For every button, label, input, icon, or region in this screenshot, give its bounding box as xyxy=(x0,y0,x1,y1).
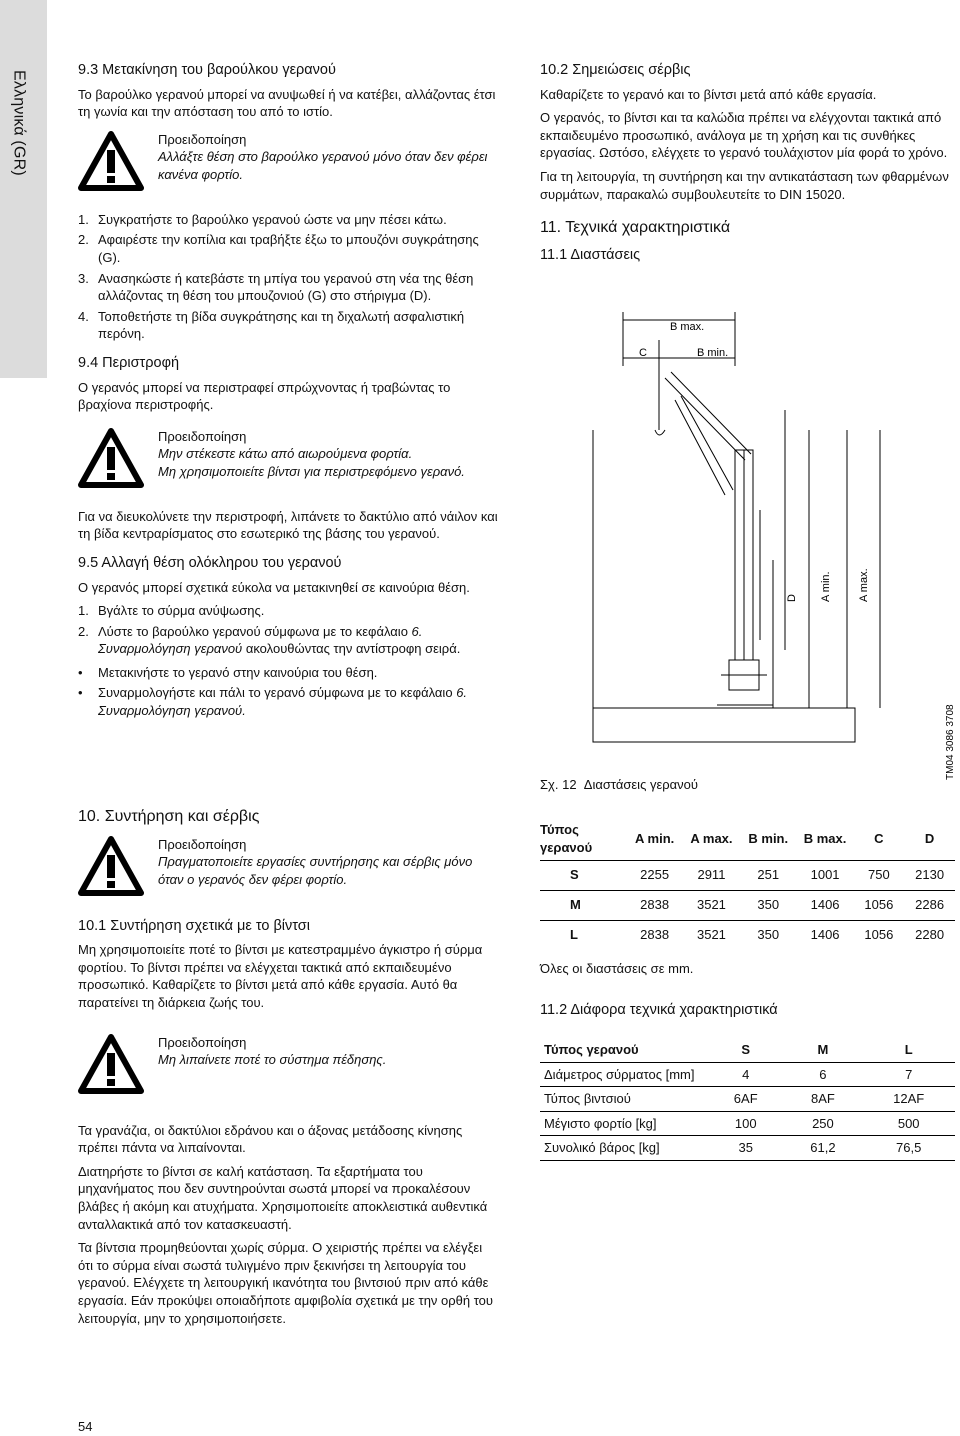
column-header: A max. xyxy=(690,830,733,846)
warning-block xyxy=(78,1034,498,1104)
column-header: M xyxy=(817,1042,829,1057)
warning-text: Μην στέκεστε κάτω από αιωρούμενα φορτία. xyxy=(158,446,413,462)
column-header: Τύπος γερανού xyxy=(544,1042,639,1057)
dimensions-table xyxy=(540,818,955,950)
crane-dimensions-figure xyxy=(535,310,960,800)
warning-block xyxy=(78,131,498,201)
section-9-4-after: Για να διευκολύνετε την περιστροφή, λιπάνετε το δακτύλιο από νάιλον και τη βίδα κεντραρίσματος στο εσωτερικό της βάσης του γερανού. xyxy=(78,508,498,542)
section-10-1-p2: Τα γρανάζια, οι δακτύλιοι εδράνου και ο άξονας μετάδοσης κίνησης πρέπει πάντα να λιπαίνονται. xyxy=(78,1122,463,1156)
section-9-5-title: 9.5 Αλλαγή θέση ολόκληρου του γερανού xyxy=(78,554,342,571)
list-item: 2. Αφαιρέστε την κοπίλια και τραβήξτε έξω το μπουζόνι συγκράτησης (G). xyxy=(78,232,479,265)
column-header: S xyxy=(741,1042,751,1057)
section-10-1-title: 10.1 Συντήρηση σχετικά με το βίντσι xyxy=(78,917,310,934)
warning-icon xyxy=(78,836,144,896)
section-10-title: 10. Συντήρηση και σέρβις xyxy=(78,808,260,825)
warning-text: Μη λιπαίνετε ποτέ το σύστημα πέδησης. xyxy=(158,1052,387,1068)
warning-title: Προειδοποίηση xyxy=(158,836,247,852)
warning-title: Προειδοποίηση xyxy=(158,131,247,147)
language-label: Ελληνικά (GR) xyxy=(10,70,28,176)
list-item: 1. Βγάλτε το σύρμα ανύψωσης. xyxy=(78,603,265,619)
right-column xyxy=(540,62,960,270)
section-10-2-p3: Για τη λειτουργία, τη συντήρηση και την αντικατάσταση των φθαρμένων συρμάτων, παρακαλώ συμβουλευτείτε το DIN 15020. xyxy=(540,168,949,202)
column-header: L xyxy=(904,1042,913,1057)
section-9-4-title: 9.4 Περιστροφή xyxy=(78,354,180,371)
warning-icon xyxy=(78,428,144,488)
section-9-4-intro: Ο γερανός μπορεί να περιστραφεί σπρώχνοντας ή τραβώντας το βραχίονα περιστροφής. xyxy=(78,379,451,413)
label-b-max: B max. xyxy=(670,321,705,333)
warning-icon xyxy=(78,1034,144,1094)
section-9-5-intro: Ο γερανός μπορεί σχετικά εύκολα να μετακινηθεί σε καινούρια θέση. xyxy=(78,579,470,595)
table-header-row xyxy=(540,1038,955,1062)
bullet-list xyxy=(78,664,498,720)
list-item: 3. Ανασηκώστε ή κατεβάστε τη μπίγα του γερανού στη νέα της θέση αλλάζοντας τη θέση του μπουζονιού (G) στο στήριγμα (D). xyxy=(78,270,474,304)
column-header: B min. xyxy=(748,830,789,846)
section-9-3-intro: Το βαρούλκο γερανού μπορεί να ανυψωθεί ή να κατέβει, αλλάζοντας έτσι τη γωνία και την απόσταση του από το ιστίο. xyxy=(78,86,496,120)
section-11-1-title: 11.1 Διαστάσεις xyxy=(540,246,641,263)
warning-block xyxy=(78,836,498,906)
step-list xyxy=(78,602,498,658)
figure-code: TM04 3086 3708 xyxy=(945,704,956,780)
section-9-3-title: 9.3 Μετακίνηση του βαρούλκου γερανού xyxy=(78,62,336,78)
label-d: D xyxy=(786,594,798,602)
label-a-min: A min. xyxy=(820,571,832,602)
column-header: A min. xyxy=(635,830,675,846)
dimensions-note: Όλες οι διαστάσεις σε mm. xyxy=(540,961,694,976)
table-row: L 2838 3521 350 1406 1056 2280 xyxy=(570,927,945,943)
warning-title: Προειδοποίηση xyxy=(158,1034,247,1050)
step-list xyxy=(78,211,498,343)
section-10-1-p4: Τα βίντσια προμηθεύονται χωρίς σύρμα. Ο χειριστής πρέπει να ελέγξει ότι το σύρμα είναι σωστά τυλιγμένο πριν ξεκινήσει τη λειτουργία του γερανού. Ελέγχετε τη λειτουργική ικανότητα του βιντσιού πριν από κάθε εργασία. Εάν προκύψει οποιαδήποτε αμφιβολία σχετικά με την ορθή του λειτουργία, μην το χρησιμοποιήσετε. xyxy=(78,1240,494,1326)
list-item: 1. Συγκρατήστε το βαρούλκο γερανού ώστε να μην πέσει κάτω. xyxy=(78,211,447,227)
left-column-lower xyxy=(78,808,498,1333)
figure-caption: Σχ. 12 Διαστάσεις γερανού xyxy=(540,777,698,792)
table-header-row xyxy=(540,818,955,860)
warning-block xyxy=(78,428,498,498)
list-item: • Μετακινήστε το γερανό στην καινούρια του θέση. xyxy=(78,664,378,680)
section-10-2-p1: Καθαρίζετε το γερανό και το βίντσι μετά από κάθε εργασία. xyxy=(540,86,877,102)
column-header: B max. xyxy=(803,830,847,846)
label-a-max: A max. xyxy=(858,568,870,602)
technical-data-table xyxy=(540,1038,955,1161)
table-row: Τύπος βιντσιού 6AF 8AF 12AF xyxy=(540,1087,955,1112)
left-column xyxy=(78,62,498,726)
label-b-min: B min. xyxy=(697,347,729,359)
warning-text: Μη χρησιμοποιείτε βίντσι για περιστρεφόμενο γερανό. xyxy=(158,463,465,479)
warning-text: Πραγματοποιείτε εργασίες συντήρησης και σέρβις μόνο όταν ο γερανός δεν φέρει φορτίο. xyxy=(158,854,473,887)
warning-icon xyxy=(78,131,144,191)
language-tab xyxy=(0,0,47,378)
section-10-1-p3: Διατηρήστε το βίντσι σε καλή κατάσταση. Τα εξαρτήματα του μηχανήματος που δεν συντηρούνται σωστά μπορεί να προκαλέσουν βλάβες ή ακόμη και ατυχήματα. Χρησιμοποιείτε αποκλειστικά αυθεντικά ανταλλακτικά από τον κατασκευαστή. xyxy=(78,1163,488,1232)
warning-title: Προειδοποίηση xyxy=(158,428,247,444)
section-10-2-title: 10.2 Σημειώσεις σέρβις xyxy=(540,62,691,78)
section-11-2-title: 11.2 Διάφορα τεχνικά χαρακτηριστικά xyxy=(540,1002,778,1018)
table-row: Συνολικό βάρος [kg] 35 61,2 76,5 xyxy=(540,1136,955,1161)
page-number: 54 xyxy=(78,1419,93,1434)
table-row: Μέγιστο φορτίο [kg] 100 250 500 xyxy=(540,1111,955,1136)
table-row: Διάμετρος σύρματος [mm] 4 6 7 xyxy=(540,1062,955,1087)
column-header: D xyxy=(924,830,935,846)
list-item: 2. Λύστε το βαρούλκο γερανού σύμφωνα με το κεφάλαιο 6. Συναρμολόγηση γερανού ακολουθώντας την αντίστροφη σειρά. xyxy=(78,623,461,657)
table-row: M 2838 3521 350 1406 1056 2286 xyxy=(540,890,955,920)
section-10-1-p1: Μη χρησιμοποιείτε ποτέ το βίντσι με κατεστραμμένο άγκιστρο ή σύρμα φορτίου. Το βίντσι πρέπει να ελέγχεται τακτικά από εκπαιδευμένο προσωπικό. Καθαρίζετε το βίντσι μετά από κάθε εργασία. Αυτό θα παρατείνει τη διάρκεια ζωής του. xyxy=(78,942,483,1010)
list-item: 4. Τοποθετήστε τη βίδα συγκράτησης και τη διχαλωτή ασφαλιστική περόνη. xyxy=(78,308,465,342)
section-11-title: 11. Τεχνικά χαρακτηριστικά xyxy=(540,219,731,237)
column-header: C xyxy=(874,830,884,846)
column-header: Τύπος γερανού xyxy=(540,822,593,855)
label-c: C xyxy=(639,347,647,359)
warning-text: Αλλάξτε θέση στο βαρούλκο γερανού μόνο όταν δεν φέρει κανένα φορτίο. xyxy=(158,149,488,182)
list-item: • Συναρμολογήστε και πάλι το γερανό σύμφωνα με το κεφάλαιο 6. Συναρμολόγηση γερανού. xyxy=(78,685,468,719)
section-10-2-p2: Ο γερανός, το βίντσι και τα καλώδια πρέπει να ελέγχονται τακτικά από εκπαιδευμένο προσωπικό, ανάλογα με τη χρήση και τις συνθήκες εργασίας. Ωστόσο, ελέγχετε το γερανό τουλάχιστον μία φορά το χρόνο. xyxy=(540,110,948,161)
table-row: S 2255 2911 251 1001 750 2130 xyxy=(540,860,955,890)
